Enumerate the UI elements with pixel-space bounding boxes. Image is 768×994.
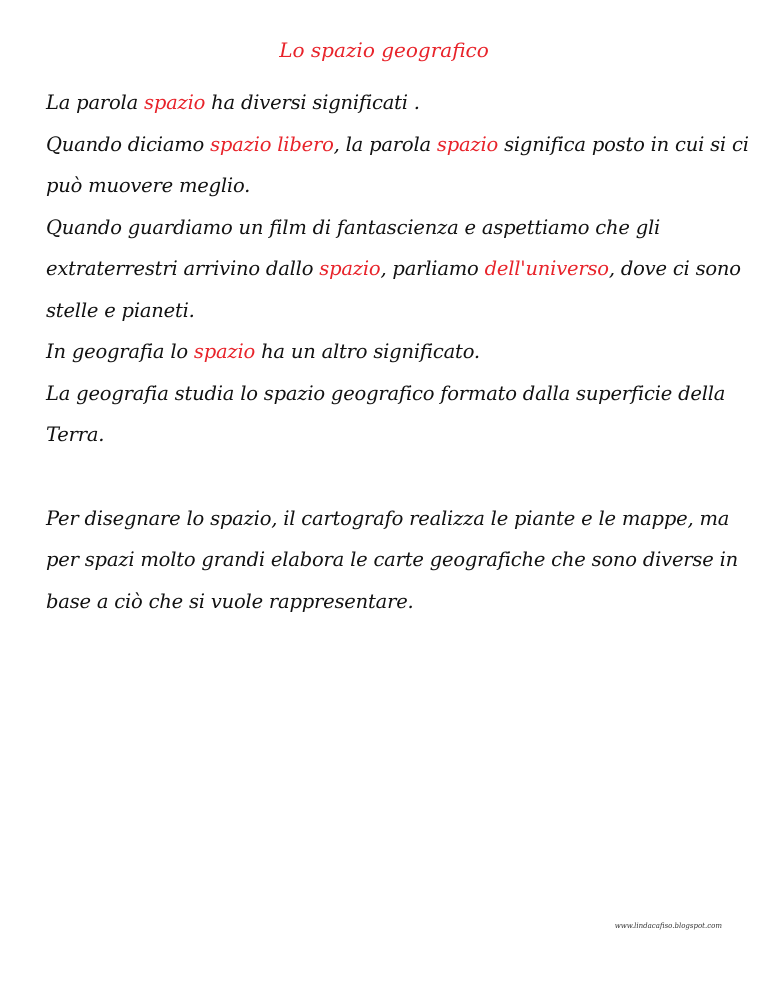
text-line: base a ciò che si vuole rappresentare. (46, 589, 414, 613)
text-segment: stelle e pianeti. (46, 298, 195, 322)
text-line (46, 82, 736, 124)
text-line: per spazi molto grandi elabora le carte geografiche che sono diverse in (46, 548, 738, 571)
paragraph-meaning (46, 82, 749, 456)
highlighted-word: spazio (193, 340, 256, 363)
text-segment: La parola (46, 91, 145, 114)
text-segment: , la parola (333, 132, 437, 156)
text-segment: In geografia lo (46, 340, 194, 363)
text-segment: Quando diciamo (46, 132, 211, 156)
highlighted-word: spazio (144, 91, 206, 114)
text-segment: ha diversi significati . (205, 91, 420, 114)
page-title: Lo spazio geografico (279, 38, 489, 62)
text-line (46, 373, 736, 415)
highlighted-word: spazio (319, 257, 381, 280)
text-line (46, 124, 749, 166)
text-segment: significa posto in cui si ci (498, 132, 749, 156)
text-segment: Terra. (46, 423, 105, 446)
highlighted-word: spazio libero (210, 132, 334, 156)
text-segment: extraterrestri arrivino dallo (46, 257, 320, 280)
text-line (46, 207, 736, 249)
paragraph-cartography (46, 498, 736, 623)
text-line (46, 248, 741, 290)
text-line (46, 331, 736, 373)
text-segment: ha un altro significato. (255, 340, 480, 363)
text-line (46, 414, 736, 456)
highlighted-word: dell'universo (484, 257, 609, 280)
text-line: Per disegnare lo spazio, il cartografo realizza le piante e le mappe, ma (46, 506, 730, 530)
text-line (46, 290, 736, 332)
footer-website: www.lindacafiso.blogspot.com (614, 922, 722, 930)
text-segment: La geografia studia lo spazio geografico formato dalla superficie della (46, 381, 726, 405)
text-segment: , dove ci sono (608, 257, 741, 280)
text-segment: Quando guardiamo un film di fantascienza e aspettiamo che gli (46, 215, 661, 239)
text-segment: , parliamo (380, 257, 485, 280)
highlighted-word: spazio (436, 132, 499, 156)
text-line (46, 165, 736, 207)
worksheet-text (46, 82, 749, 622)
text-segment: può muovere meglio. (46, 174, 251, 197)
